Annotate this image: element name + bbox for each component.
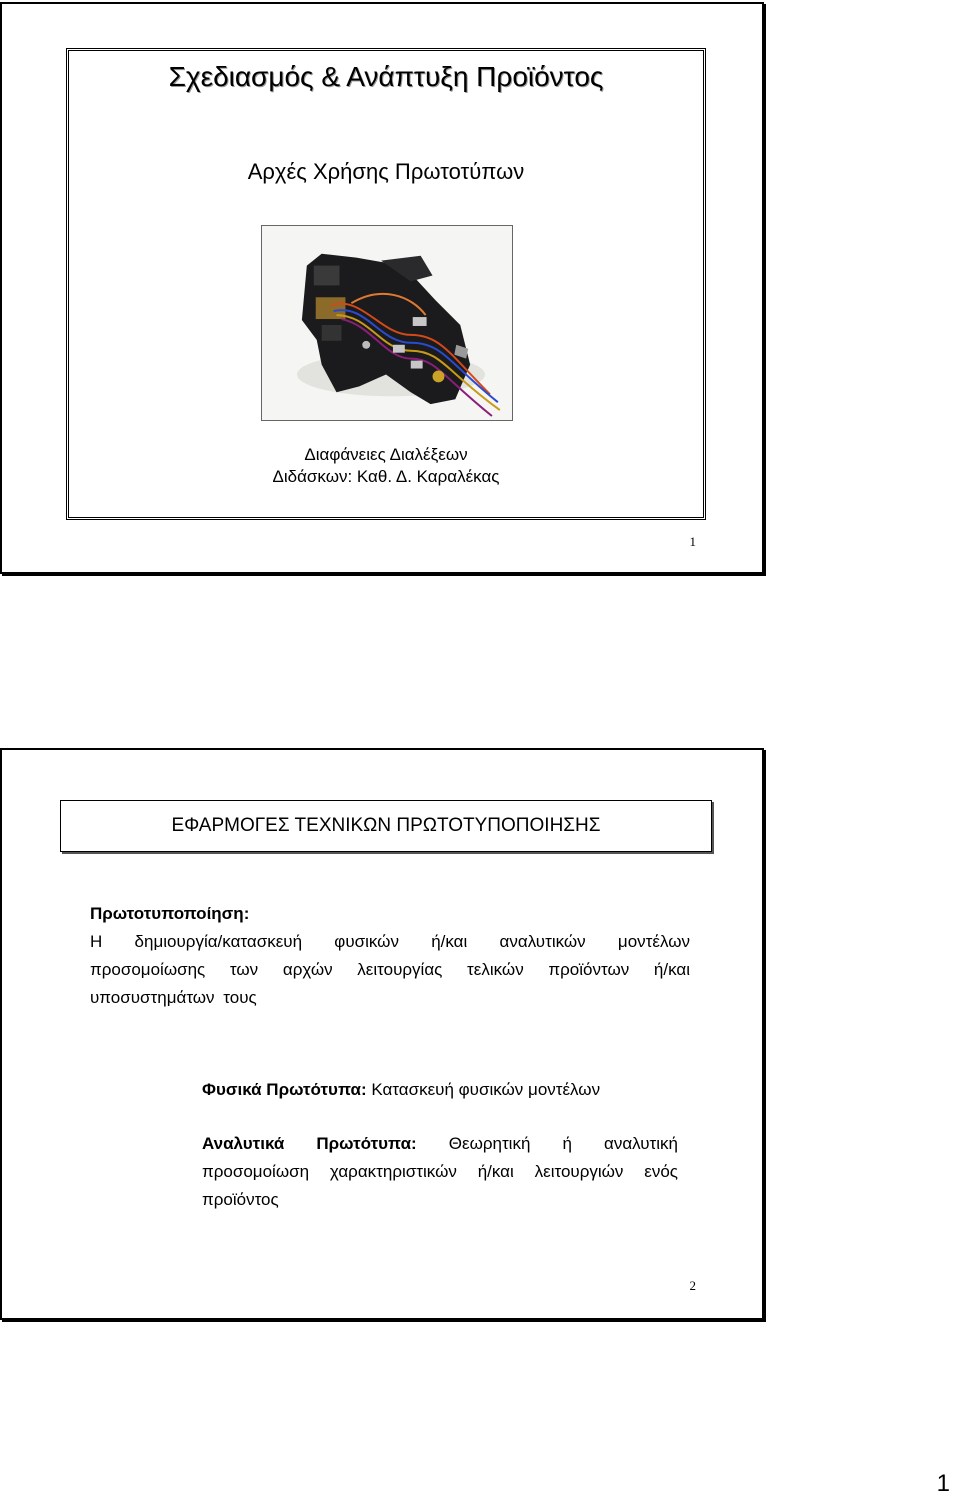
lecture-notes-label: Διαφάνειες Διαλέξεων [304,445,468,464]
slide-header: ΕΦΑΡΜΟΓΕΣ ΤΕΧΝΙΚΩΝ ΠΡΩΤΟΤΥΠΟΠΟΙΗΣΗΣ [60,800,712,852]
sheet-page-number: 1 [936,1470,950,1497]
slide-2 [0,748,764,1320]
analytical-text: Θεωρητική ή αναλυτική προσομοίωση χαρακτηριστικών ή/και λειτουργιών ενός προϊόντος [202,1134,678,1209]
physical-label: Φυσικά Πρωτότυπα: [202,1080,367,1099]
prototype-mouse-icon [262,226,512,420]
physical-prototypes [202,1076,682,1104]
slide-1 [0,2,764,574]
definition-text: Η δημιουργία/κατασκευή φυσικών ή/και αναλυτικών μοντέλων προσομοίωσης των αρχών λειτουργίας τελικών προϊόντων ή/και υποσυστημάτων τους [90,932,690,1007]
definition-block [90,900,690,1012]
slide-title: Σχεδιασμός & Ανάπτυξη Προϊόντος [168,61,604,92]
slide-number: 2 [689,1278,696,1293]
prototype-photo [261,225,513,421]
physical-text: Κατασκευή φυσικών μοντέλων [366,1080,601,1099]
slide-subtitle: Αρχές Χρήσης Πρωτοτύπων [247,159,525,184]
instructor-label: Διδάσκων: Καθ. Δ. Καραλέκας [272,467,500,486]
analytical-label: Αναλυτικά Πρωτότυπα: [202,1134,417,1153]
analytical-prototypes [202,1130,678,1214]
slide-number: 1 [689,534,696,549]
title-frame [66,48,706,520]
definition-label: Πρωτοτυποποίηση: [90,904,250,923]
